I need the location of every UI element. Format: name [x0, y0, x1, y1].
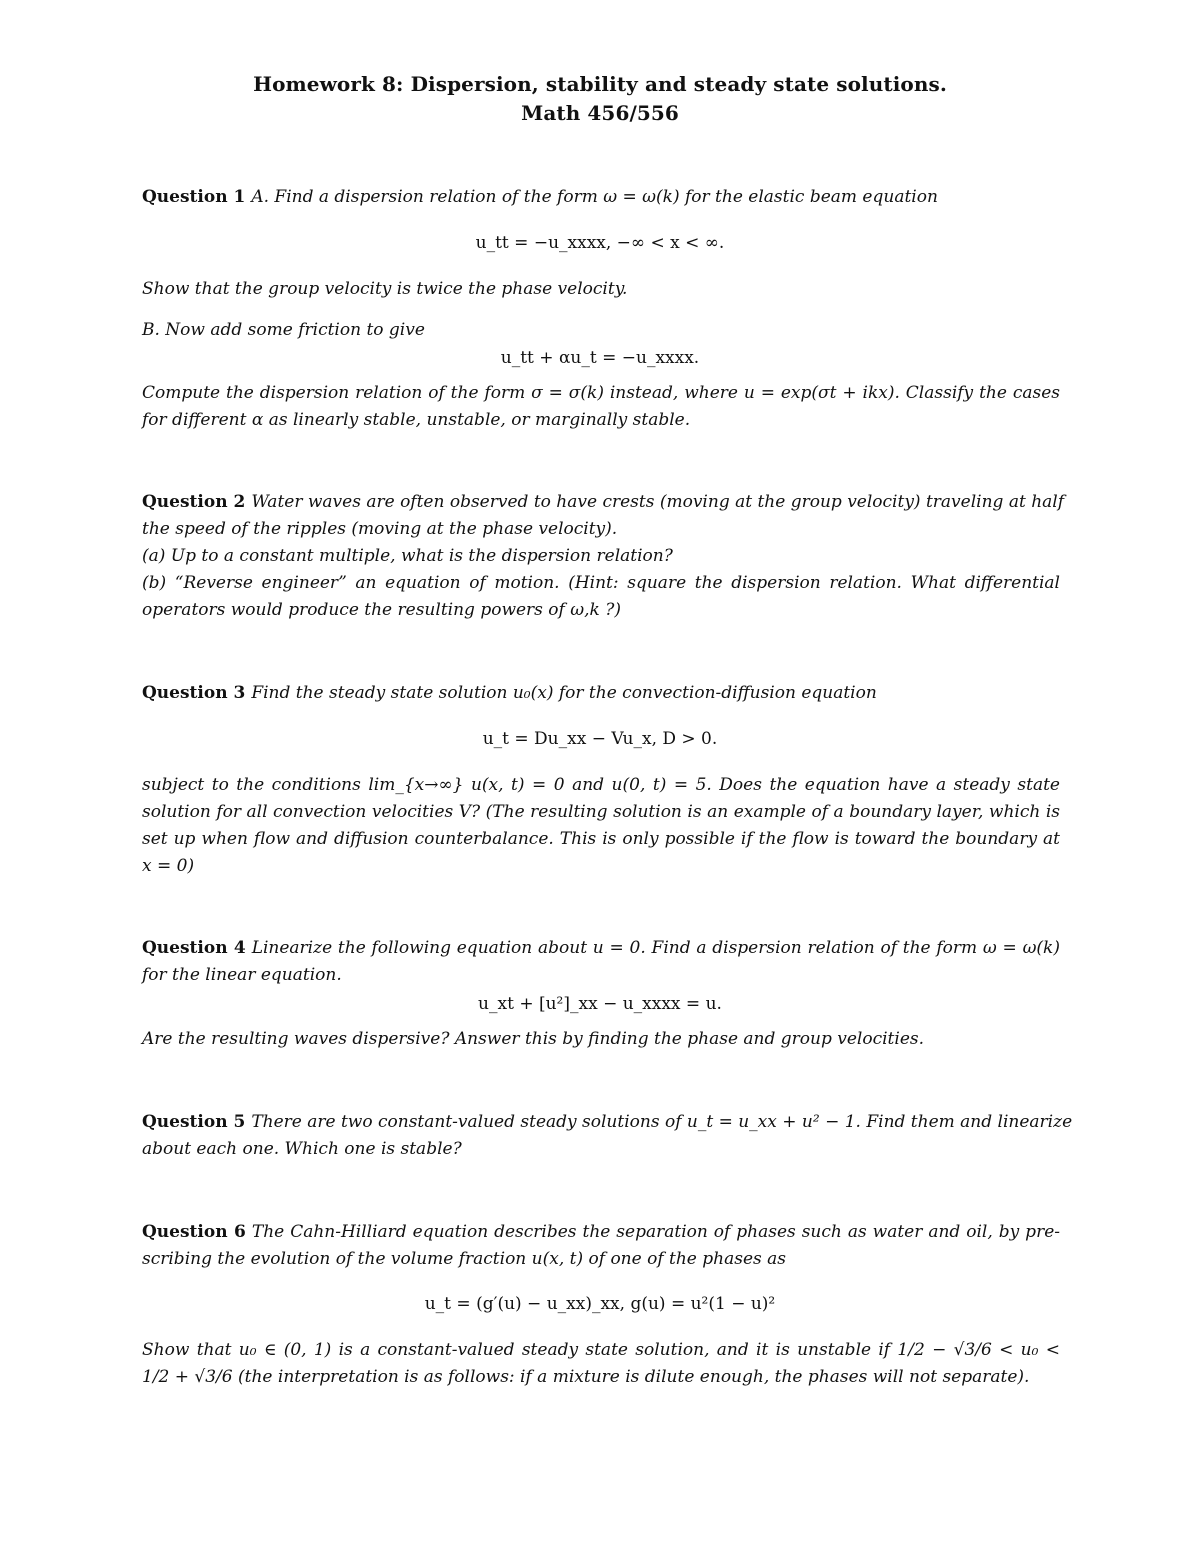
q1-line-5: for different α as linearly stable, unstable, or marginally stable.: [142, 410, 691, 430]
q4-equation-1: u_xt + [u²]_xx − u_xxxx = u.: [478, 994, 722, 1014]
q4-line-3: Are the resulting waves dispersive? Answer this by finding the phase and group velocities.: [142, 1029, 925, 1049]
q1-equation-2: u_tt + αu_t = −u_xxxx.: [500, 348, 700, 368]
q2-line-5: operators would produce the resulting powers of ω,k ?): [142, 600, 621, 620]
q6-line-3: Show that u₀ ∈ (0, 1) is a constant-valued steady state solution, and it is unstable if 1/2 − √3/6 < u₀ <: [142, 1340, 1060, 1360]
q5-heading: Question 5: [142, 1112, 246, 1132]
q6-equation-1: u_t = (g′(u) − u_xx)_xx, g(u) = u²(1 − u)²: [424, 1294, 776, 1314]
q1-line-4: Compute the dispersion relation of the form σ = σ(k) instead, where u = exp(σt + ikx). Classify the cases: [142, 383, 1060, 403]
q3-line-1: Question 3 Find the steady state solution u₀(x) for the convection-diffusion equation: [142, 683, 877, 703]
q6-line-2: scribing the evolution of the volume fraction u(x, t) of one of the phases as: [142, 1249, 786, 1269]
q1-line-3: B. Now add some friction to give: [142, 320, 425, 340]
q1-line-2: Show that the group velocity is twice the phase velocity.: [142, 279, 628, 299]
q6-line-1: Question 6 The Cahn-Hilliard equation describes the separation of phases such as water and oil, by pre-: [142, 1222, 1060, 1242]
q1-heading: Question 1: [142, 187, 246, 207]
q2-line-3: (a) Up to a constant multiple, what is the dispersion relation?: [142, 546, 673, 566]
document-title: Homework 8: Dispersion, stability and steady state solutions.: [253, 72, 947, 96]
q3-line-5: x = 0): [142, 856, 195, 876]
q3-equation-1: u_t = Du_xx − Vu_x, D > 0.: [482, 729, 718, 749]
q3-heading: Question 3: [142, 683, 246, 703]
q2-line-2: the speed of the ripples (moving at the phase velocity).: [142, 519, 618, 539]
q5-line-2: about each one. Which one is stable?: [142, 1139, 462, 1159]
q2-line-4: (b) “Reverse engineer” an equation of motion. (Hint: square the dispersion relation. What differential: [142, 573, 1060, 593]
q6-line-4: 1/2 + √3/6 (the interpretation is as follows: if a mixture is dilute enough, the phases will not separate).: [142, 1367, 1030, 1387]
q5-line-1: Question 5 There are two constant-valued steady solutions of u_t = u_xx + u² − 1. Find them and linearize: [142, 1112, 1073, 1132]
q4-heading: Question 4: [142, 938, 246, 958]
q4-line-2: for the linear equation.: [142, 965, 342, 985]
q3-line-2: subject to the conditions lim_{x→∞} u(x, t) = 0 and u(0, t) = 5. Does the equation have a steady state: [142, 775, 1060, 795]
q2-line-1: Question 2 Water waves are often observed to have crests (moving at the group velocity) traveling at half: [142, 492, 1065, 512]
q2-heading: Question 2: [142, 492, 246, 512]
q3-line-3: solution for all convection velocities V? (The resulting solution is an example of a boundary layer, which is: [142, 802, 1060, 822]
q1-equation-1: u_tt = −u_xxxx, −∞ < x < ∞.: [475, 233, 725, 253]
course-number: Math 456/556: [521, 101, 679, 125]
q1-line-1: Question 1 A. Find a dispersion relation of the form ω = ω(k) for the elastic beam equation: [142, 187, 938, 207]
q6-heading: Question 6: [142, 1222, 246, 1242]
q3-line-4: set up when flow and diffusion counterbalance. This is only possible if the flow is toward the boundary at: [142, 829, 1060, 849]
q4-line-1: Question 4 Linearize the following equation about u = 0. Find a dispersion relation of the form ω = ω(k): [142, 938, 1060, 958]
